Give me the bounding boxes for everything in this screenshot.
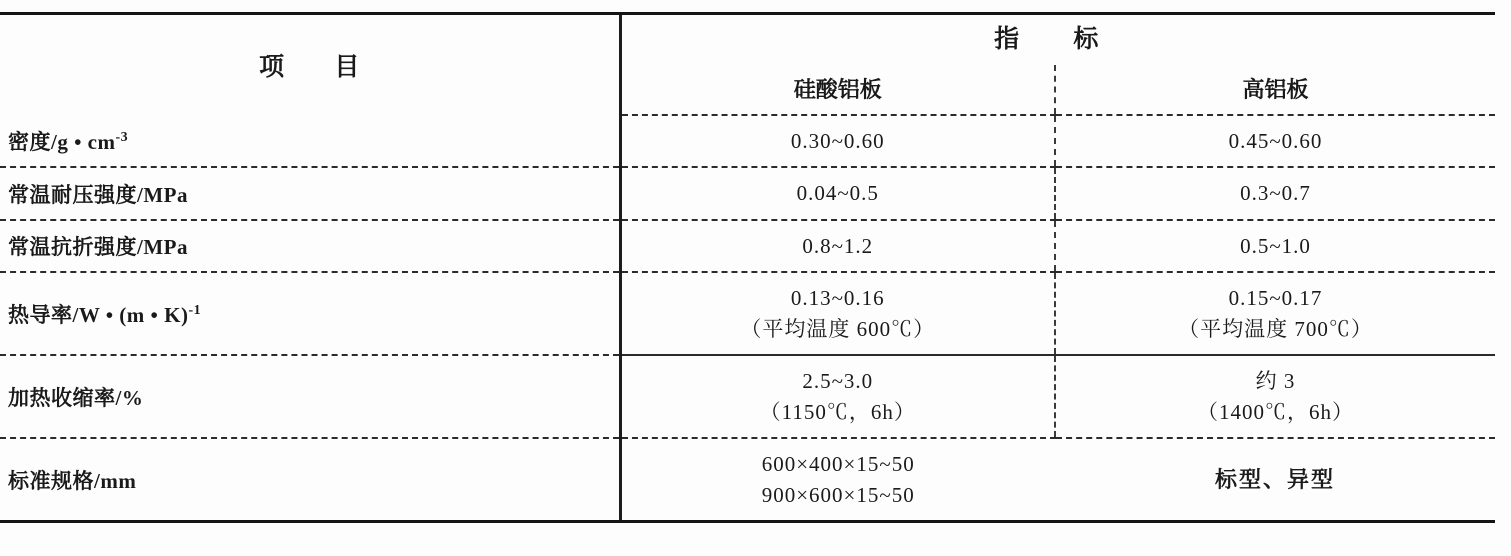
row-value-a-line1: 2.5~3.0 [802,369,874,394]
row-item-text: 常温抗折强度/MPa [8,235,188,260]
row-value-a [620,167,1055,219]
table-row [0,115,1495,167]
header-indicator-label: 指 标 [620,14,1495,66]
row-item-text: 标准规格/mm [8,468,137,493]
row-item-label [0,272,620,355]
row-value-b [1055,167,1495,219]
specification-table [0,12,1495,523]
table-row [0,167,1495,219]
row-value-b [1055,220,1495,272]
row-value-b-line1: 标型、异型 [1215,466,1336,492]
row-value-b-line1: 约 3 [1255,369,1296,394]
row-value-a [620,355,1055,438]
row-item-label [0,355,620,438]
header-column-b: 高铝板 [1055,65,1495,115]
row-value-a-line2: （平均温度 600℃） [740,316,936,341]
row-value-a-line1: 0.8~1.2 [802,233,874,258]
row-value-a [620,220,1055,272]
table-header-row-top [0,14,1495,66]
row-value-a-line1: 0.04~0.5 [796,181,879,206]
row-value-b [1055,272,1495,355]
row-value-b [1055,115,1495,167]
row-item-text: 常温耐压强度/MPa [8,182,188,207]
row-value-a-line1: 0.13~0.16 [790,286,885,311]
row-value-b [1055,355,1495,438]
row-value-b [1055,438,1495,521]
row-value-a-line2: 900×600×15~50 [761,482,915,507]
row-item-label [0,438,620,521]
row-item-text: 热导率/W • (m • K) [8,302,189,327]
row-value-b-line1: 0.45~0.60 [1228,129,1323,153]
header-item-label: 项 目 [0,14,620,116]
table-row [0,272,1495,355]
header-column-a: 硅酸铝板 [620,65,1055,115]
table-row [0,355,1495,438]
row-item-label [0,115,620,167]
row-item-label [0,220,620,272]
row-value-a [620,438,1055,521]
table-row [0,438,1495,521]
row-item-label [0,167,620,219]
row-value-b-line2: （平均温度 700℃） [1178,316,1373,341]
row-item-superscript: -3 [115,129,129,145]
row-value-b-line1: 0.5~1.0 [1240,233,1311,258]
row-value-a [620,115,1055,167]
table-row [0,220,1495,272]
row-item-superscript: -1 [188,302,202,318]
row-value-b-line1: 0.15~0.17 [1228,286,1323,311]
row-value-b-line1: 0.3~0.7 [1240,181,1311,206]
row-value-a-line2: （1150℃，6h） [759,399,916,424]
row-value-a-line1: 0.30~0.60 [790,129,885,153]
row-item-text: 密度/g • cm [8,129,116,154]
row-value-b-line2: （1400℃，6h） [1197,399,1354,424]
row-value-a [620,272,1055,355]
row-value-a-line1: 600×400×15~50 [761,452,915,477]
row-item-text: 加热收缩率/% [8,385,144,410]
